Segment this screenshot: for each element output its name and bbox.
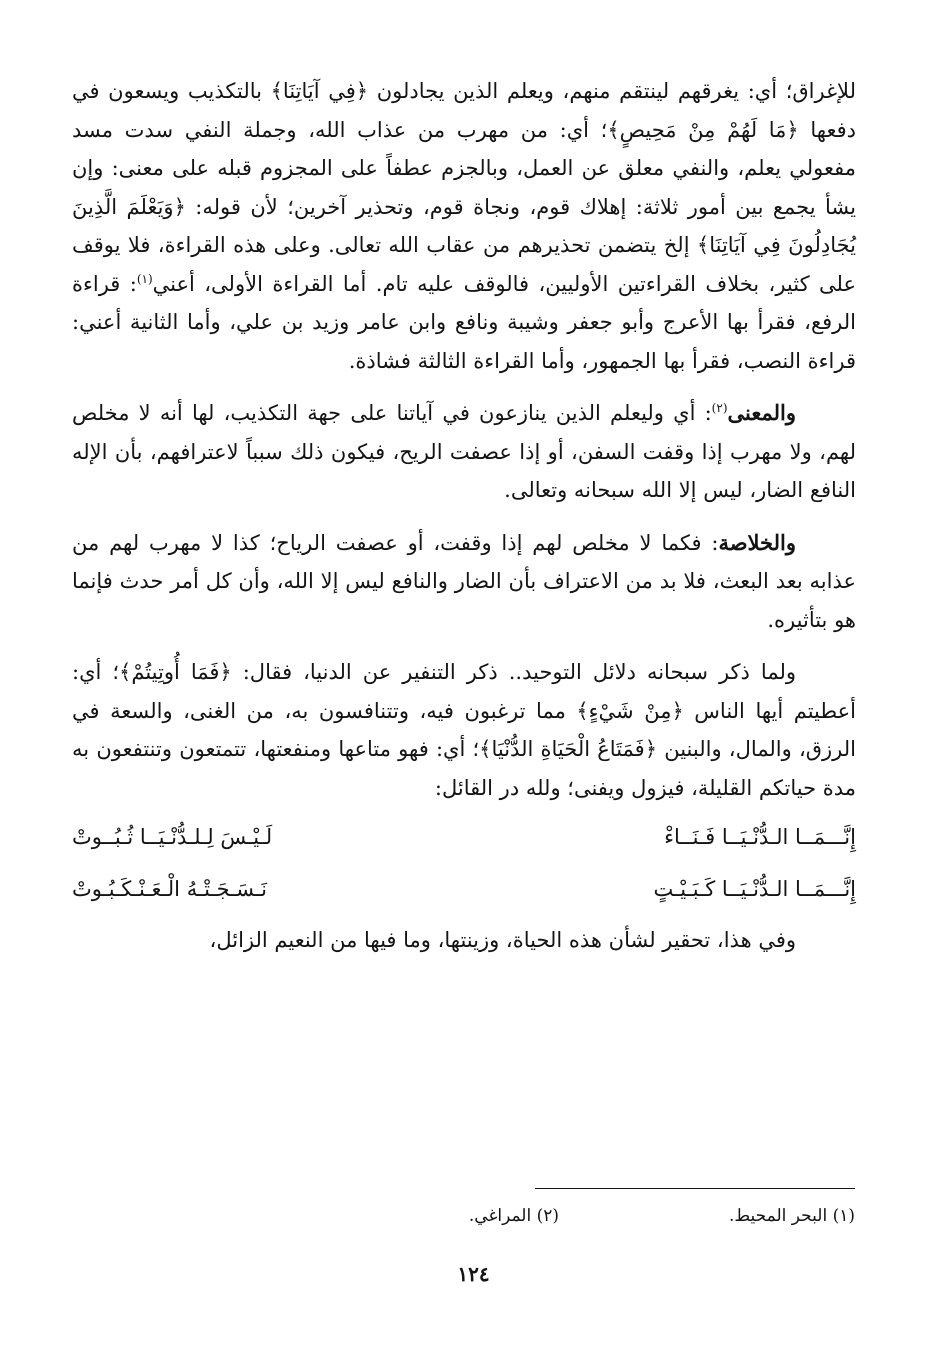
footnotes xyxy=(300,1206,855,1226)
paragraph-4: ولما ذكر سبحانه دلائل التوحيد.. ذكر التنفير عن الدنيا، فقال: ﴿فَمَا أُوتِيتُمْ﴾؛ أي: أعطيتم أيها الناس ﴿مِنْ شَيْءٍ﴾ مما ترغبون فيه، وتتنافسون به، من الغنى، والسعة في الرزق، والمال، والبنين ﴿فَمَتَاعُ الْحَيَاةِ الدُّنْيَا﴾؛ أي: فهو متاعها ومنفعتها، تتمتعون وتنتفعون به مدة حياتكم القليلة، فيزول ويفنى؛ ولله در القائل: xyxy=(72,660,856,800)
poem-line-1 xyxy=(72,811,856,863)
poem xyxy=(72,811,856,915)
page-body xyxy=(72,72,856,960)
summary-lead: والخلاصة xyxy=(718,529,796,555)
footnote-2: (٢) المراغي. xyxy=(468,1206,560,1226)
paragraph-1-text: للإغراق؛ أي: يغرقهم لينتقم منهم، ويعلم الذين يجادلون ﴿فِي آيَاتِنَا﴾ بالتكذيب ويسعون في دفعها ﴿مَا لَهُمْ مِنْ مَحِيصٍ﴾؛ أي: من مهرب من عذاب الله، وجملة النفي سدت مسد مفعولي يعلم، والنفي معلق عن العمل، وبالجزم عطفاً على المجزوم قبله على معنى: وإن يشأ يجمع بين أمور ثلاثة: إهلاك قوم، ونجاة قوم، وتحذير آخرين؛ لأن قوله: ﴿وَيَعْلَمَ الَّذِينَ يُجَادِلُونَ فِي آيَاتِنَا﴾ إلخ يتضمن تحذيرهم من عقاب الله تعالى. وعلى هذه القراءة، فلا يوقف على كثير، بخلاف القراءتين الأوليين، فالوقف عليه تام. أما القراءة الأولى، أعني xyxy=(72,79,856,296)
footnote-divider xyxy=(535,1188,855,1189)
poem-line-2 xyxy=(72,863,856,915)
poem-line-2-first-hemistich: إِنَّـــمَــا الـدُّنْـيَــا كَـبَـيْـتٍ xyxy=(653,877,856,901)
meaning-lead: والمعنى xyxy=(727,400,796,425)
paragraph-summary xyxy=(72,524,856,640)
poem-line-1-second-hemistich: لَـيْـسَ لِـلـدُّنْـيَــا ثُـبُــوتْ xyxy=(72,825,273,849)
summary-text: : فكما لا مخلص لهم إذا وقفت، أو عصفت الرياح؛ كذا لا مهرب لهم من عذابه بعد البعث، فلا بد من الاعتراف بأن الضار والنافع ليس إلا الله، وأن كل أمر حدث فإنما هو بتأثيره. xyxy=(72,530,856,632)
paragraph-1-tail: : قراءة الرفع، فقرأ بها الأعرج وأبو جعفر وشيبة ونافع وابن عامر وزيد بن علي، وأما الثانية أعني: قراءة النصب، فقرأ بها الجمهور، وأما القراءة الثالثة فشاذة. xyxy=(72,271,856,373)
meaning-text: : أي وليعلم الذين ينازعون في آياتنا على جهة التكذيب، لها أنه لا مخلص لهم، ولا مهرب إذا وقفت السفن، أو إذا عصفت الريح، فيكون ذلك سبباً لاعترافهم، بأن الإله النافع الضار، ليس إلا الله سبحانه وتعالى. xyxy=(72,401,856,502)
footnote-ref-2[interactable]: (٢) xyxy=(711,401,728,415)
paragraph-meaning xyxy=(72,394,856,510)
poem-line-1-first-hemistich: إِنَّـــمَــا الـدُّنْـيَــا فَـنَــاءْ xyxy=(664,825,856,849)
page-number: ١٢٤ xyxy=(457,1262,490,1286)
paragraph-5: وفي هذا، تحقير لشأن هذه الحياة، وزينتها، وما فيها من النعيم الزائل، xyxy=(209,928,796,952)
footnote-1: (١) البحر المحيط. xyxy=(729,1206,855,1226)
poem-line-2-second-hemistich: نَـسَـجَـتْـهُ الْـعَـنْـكَـبُـوتْ xyxy=(72,877,268,901)
footnote-ref-1[interactable]: (١) xyxy=(136,271,153,286)
paragraph-1 xyxy=(72,72,856,380)
